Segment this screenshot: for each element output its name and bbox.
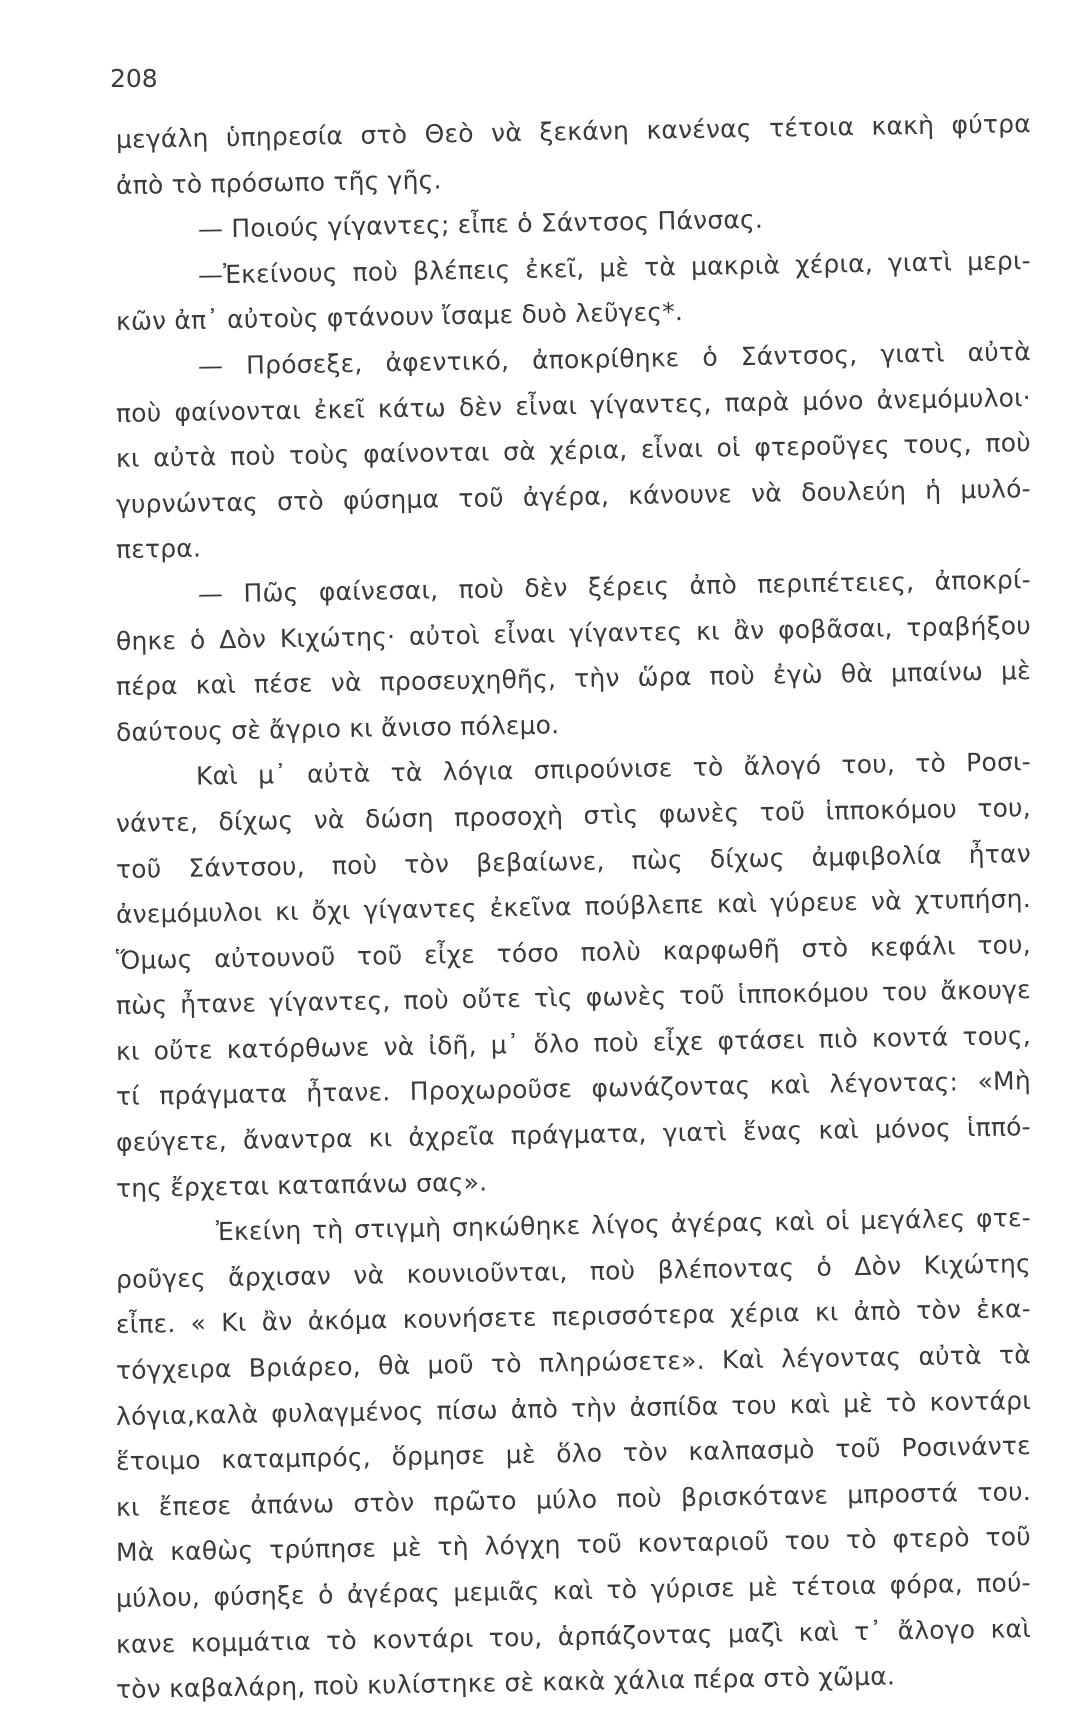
- text-line: Καὶ μ᾽ αὐτὰ τὰ λόγια σπιρούνισε τὸ ἄλογό του, τὸ Ροσι-: [195, 747, 1032, 791]
- text-line: τὸν καβαλάρη, ποὺ κυλίστηκε σὲ κακὰ χάλια πέρα στὸ χῶμα.: [115, 1661, 896, 1705]
- text-line: Ὅμως αὐτουνοῦ τοῦ εἶχε τόσο πολὺ καρφωθῆ στὸ κεφάλι του,: [115, 929, 1032, 975]
- text-line: μεγάλη ὑπηρεσία στὸ Θεὸ νὰ ξεκάνη κανένας τέτοια κακὴ φύτρα: [115, 109, 1032, 154]
- text-line: γυρνώντας στὸ φύσημα τοῦ ἀγέρα, κάνουνε νὰ δουλεύη ἡ μυλό-: [115, 473, 1032, 519]
- text-line: νάντε, δίχως νὰ δώση προσοχὴ στὶς φωνὲς τοῦ ἱπποκόμου του,: [115, 792, 1032, 838]
- text-line: τοῦ Σάντσου, ποὺ τὸν βεβαίωνε, πὼς δίχως ἀμφιβολία ἦταν: [115, 838, 1032, 884]
- text-line: μύλου, φύσηξε ὁ ἀγέρας μεμιᾶς καὶ τὸ γύρισε μὲ τέτοια φόρα, πού-: [115, 1568, 1032, 1613]
- text-line: πὼς ἦτανε γίγαντες, ποὺ οὔτε τὶς φωνὲς τοῦ ἱπποκόμου του ἄκουγε: [115, 975, 1032, 1021]
- text-line: — Ποιούς γίγαντες; εἶπε ὁ Σάντσος Πάνσας.: [197, 204, 764, 244]
- page-number: 208: [110, 64, 158, 93]
- text-line: της ἔρχεται καταπάνω σας».: [115, 1167, 488, 1203]
- text-line: ποὺ φαίνονται ἐκεῖ κάτω δὲν εἶναι γίγαντες, παρὰ μόνο ἀνεμόμυλοι·: [115, 382, 1032, 428]
- text-line: δαύτους σὲ ἄγριο κι ἄνισο πόλεμο.: [115, 709, 560, 747]
- text-line: τί πράγματα ἦτανε. Προχωροῦσε φωνάζοντας καὶ λέγοντας: «Μὴ: [115, 1066, 1032, 1112]
- text-line: κι αὐτὰ ποὺ τοὺς φαίνονται σὰ χέρια, εἶναι οἱ φτεροῦγες τους, ποὺ: [115, 428, 1032, 474]
- text-line: ἕτοιμο καταμπρός, ὅρμησε μὲ ὅλο τὸν καλπασμὸ τοῦ Ροσινάντε: [115, 1431, 1032, 1477]
- text-line: λόγια,καλὰ φυλαγμένος πίσω ἀπὸ τὴν ἀσπίδα του καὶ μὲ τὸ κοντάρι: [115, 1385, 1032, 1431]
- text-line: —Ἐκείνους ποὺ βλέπεις ἐκεῖ, μὲ τὰ μακριὰ χέρια, γιατὶ μερι-: [197, 245, 1032, 290]
- text-line: πετρα.: [115, 533, 202, 565]
- text-line: θηκε ὁ Δὸν Κιχώτης· αὐτοὶ εἶναι γίγαντες κι ἂν φοβᾶσαι, τραβήξου: [115, 610, 1032, 656]
- text-line: — Πρόσεξε, ἀφεντικό, ἀποκρίθηκε ὁ Σάντσος, γιατὶ αὐτὰ: [197, 337, 1032, 381]
- text-line: κι ἔπεσε ἀπάνω στὸν πρῶτο μύλο ποὺ βρισκότανε μπροστά του.: [115, 1476, 1032, 1522]
- text-line: πέρα καὶ πέσε νὰ προσευχηθῆς, τὴν ὥρα ποὺ ἐγὼ θὰ μπαίνω μὲ: [115, 656, 1032, 702]
- text-line: ροῦγες ἄρχισαν νὰ κουνιοῦνται, ποὺ βλέποντας ὁ Δὸν Κιχώτης: [115, 1248, 1032, 1294]
- text-line: Ἐκείνη τὴ στιγμὴ σηκώθηκε λίγος ἀγέρας καὶ οἱ μεγάλες φτε-: [215, 1203, 1032, 1247]
- text-line: ἀπὸ τὸ πρόσωπο τῆς γῆς.: [115, 164, 442, 200]
- body-text: [115, 109, 1032, 1713]
- text-line: κανε κομμάτια τὸ κοντάρι του, ἁρπάζοντας μαζὶ καὶ τ᾽ ἄλογο καὶ: [115, 1613, 1032, 1659]
- text-line: — Πῶς φαίνεσαι, ποὺ δὲν ξέρεις ἀπὸ περιπέτειες, ἀποκρί-: [197, 564, 1032, 609]
- text-line: τόγχειρα Βριάρεο, θὰ μοῦ τὸ πληρώσετε». Καὶ λέγοντας αὐτὰ τὰ: [115, 1340, 1032, 1386]
- text-line: κι οὔτε κατόρθωνε νὰ ἰδῆ, μ᾽ ὅλο ποὺ εἶχε φτάσει πιὸ κοντά τους,: [115, 1020, 1032, 1066]
- text-line: φεύγετε, ἄναντρα κι ἀχρεῖα πράγματα, γιατὶ ἕνας καὶ μόνος ἱππό-: [115, 1112, 1032, 1158]
- text-line: ἀνεμόμυλοι κι ὄχι γίγαντες ἐκεῖνα πούβλεπε καὶ γύρευε νὰ χτυπήση.: [115, 884, 1032, 930]
- text-line: εἶπε. « Κι ἂν ἀκόμα κουνήσετε περισσότερα χέρια κι ἀπὸ τὸν ἑκα-: [115, 1294, 1032, 1340]
- text-line: κῶν ἀπ᾽ αὐτοὺς φτάνουν ἴσαμε δυὸ λεῦγες*.: [115, 297, 684, 337]
- text-line: Μὰ καθὼς τρύπησε μὲ τὴ λόγχη τοῦ κονταριοῦ του τὸ φτερὸ τοῦ: [115, 1522, 1032, 1568]
